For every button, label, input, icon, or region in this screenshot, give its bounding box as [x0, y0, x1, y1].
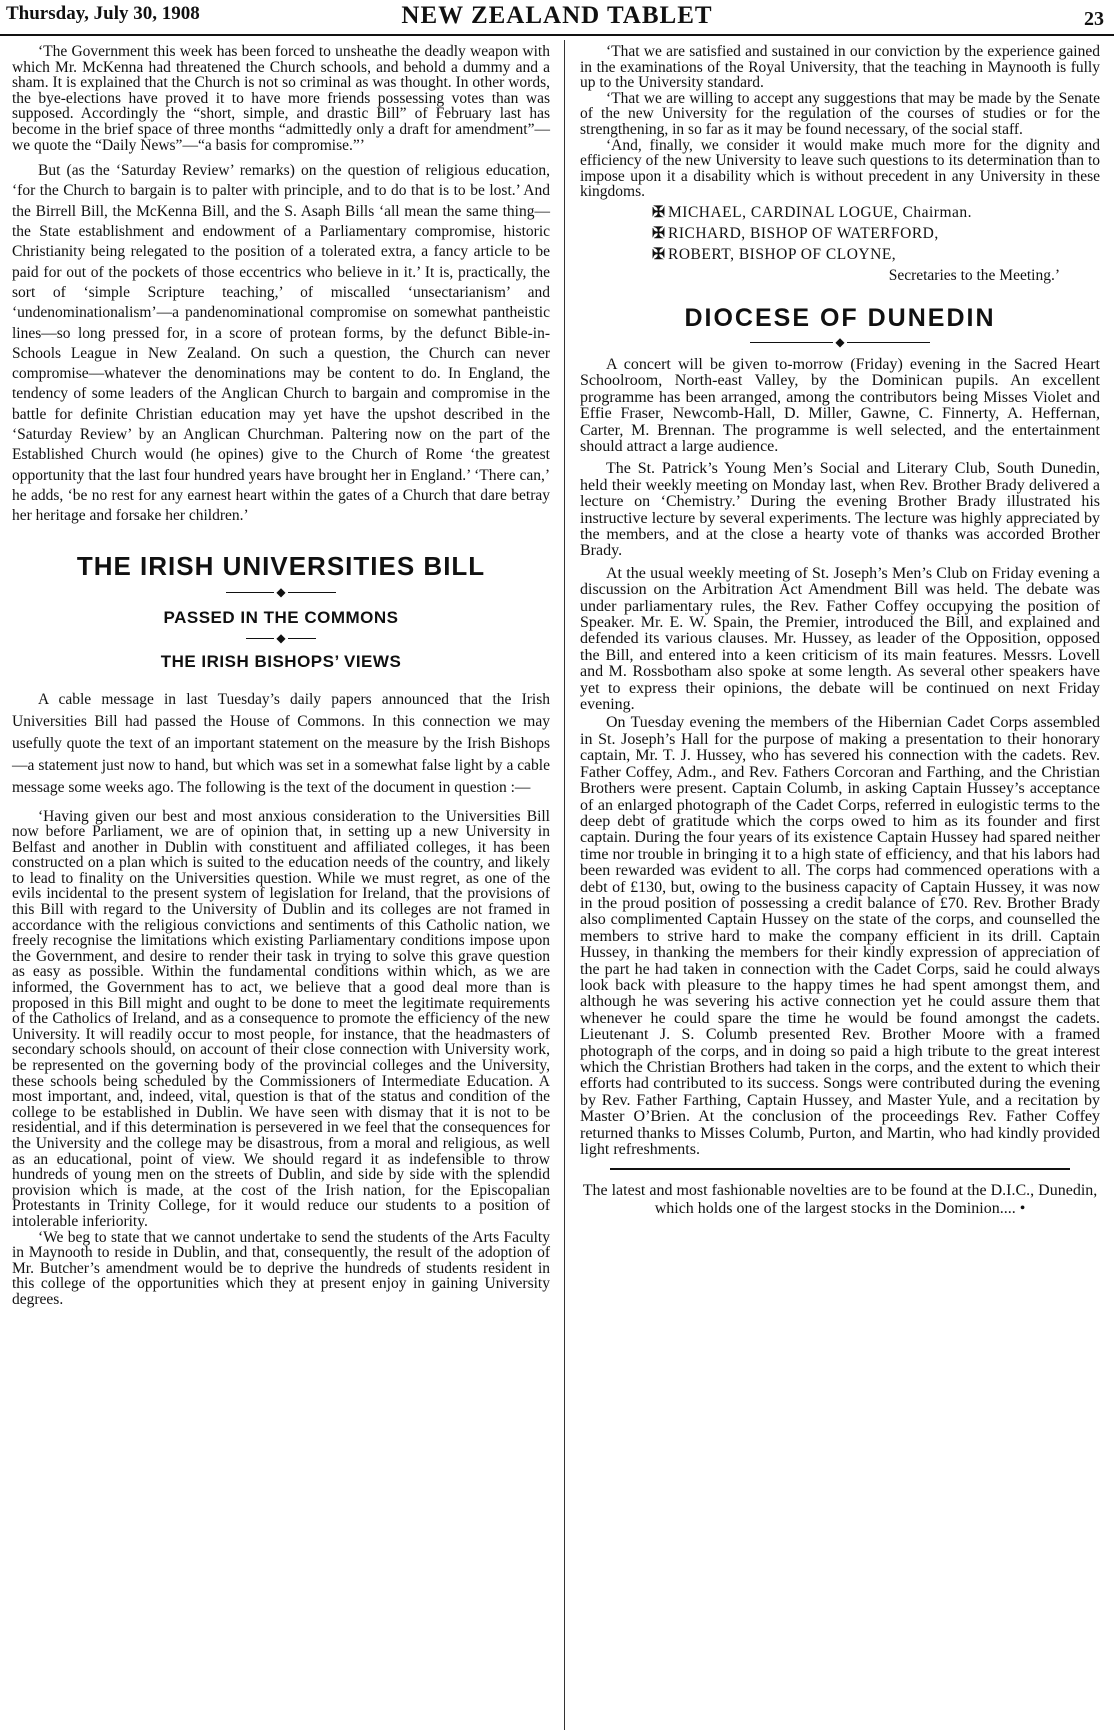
signatory-line	[580, 202, 1100, 223]
cross-icon: ✠	[652, 245, 666, 263]
cross-icon: ✠	[652, 203, 666, 221]
article-paragraph: A cable message in last Tuesday’s daily papers announced that the Irish Universities Bill had passed the House of Commons. In this connection we may usefully quote the text of an important statement on the measure by the Irish Bishops—a statement just now to hand, but which was set in a somewhat false light by a cable message some weeks ago. The following is the text of the document in question :—	[12, 690, 550, 796]
cross-icon: ✠	[652, 224, 666, 242]
signatories	[580, 202, 1100, 265]
article-paragraph: The St. Patrick’s Young Men’s Social and Literary Club, South Dunedin, held their weekly meeting on Monday last, when Rev. Brother Brady delivered a lecture on ‘Chemistry.’ During the evening Brother Brady illustrated his instructive lecture by several experiments. The lecture was highly appreciated by the members, and at the close a hearty vote of thanks was accorded Brother Brady.	[580, 460, 1100, 560]
secretaries-line: Secretaries to the Meeting.’	[888, 266, 1060, 284]
section-separator	[610, 1168, 1070, 1170]
heading-ornament: ◆	[750, 337, 930, 347]
article-heading: THE IRISH UNIVERSITIES BILL	[76, 550, 486, 581]
article-paragraph: A concert will be given to-morrow (Friday) evening in the Sacred Heart Schoolroom, North-east Valley, by the Dominican pupils. An excellent programme has been arranged, among the contributors being Misses Violet and Effie Fraser, Newcomb-Hall, D. Miller, Gawne, C. Finnerty, A. Heffernan, Carter, M. Brennan. The programme is well selected, and the entertainment should attract a large audience.	[580, 355, 1100, 455]
newspaper-title: NEW ZEALAND TABLET	[401, 2, 713, 29]
article-paragraph: ‘And, finally, we consider it would make much more for the dignity and efficiency of the new University to leave such questions to its determination than to impose upon it a disability which is without precedent in any University in these kingdoms.	[580, 136, 1100, 201]
article-paragraph: ‘We beg to state that we cannot undertake to send the students of the Arts Faculty in Maynooth to reside in Dublin, and that, consequently, the result of the adoption of Mr. Butcher’s amendment would be to deprive the hundreds of students resident in this college of the opportunities which they at present enjoy in gaining University degrees.	[12, 1228, 550, 1308]
article-paragraph: ‘That we are satisfied and sustained in our conviction by the experience gained in the examinations of the Royal University, that the teaching in Maynooth is fully up to the University standard.	[580, 43, 1100, 92]
signatory-line	[580, 223, 1100, 244]
page-header	[0, 0, 1114, 36]
signatory-line	[580, 244, 1100, 265]
subheading-ornament: ◆	[246, 633, 316, 643]
article-paragraph: On Tuesday evening the members of the Hibernian Cadet Corps assembled in St. Joseph’s Hall for the purpose of making a presentation to their honorary captain, Mr. T. J. Hussey, who has severed his connection with the cadets. Rev. Father Coffey, Adm., and Rev. Fathers Corcoran and Farthing, and the Christian Brothers were present. Captain Columb, in asking Captain Hussey’s acceptance of an enlarged photograph of the Cadet Corps, referred in eulogistic terms to the deep debt of gratitude which the corps owed to him as its founder and first captain. During the four years of its existence Captain Hussey had spared neither time nor trouble in bringing it to a high state of efficiency, and that his labors had been rewarded was evident to all. The corps had commenced operations with a debt of £130, but, owing to the business capacity of Captain Hussey, it was now in the proud position of possessing a credit balance of £70. Rev. Brother Brady also complimented Captain Hussey on the state of the corps, and counselled the members to strive hard to make the company efficient in its drill. Captain Hussey, in thanking the members for their kindly expression of appreciation of the part he had taken in connection with the Cadet Corps, said he could always look back with pleasure to the happy times he had spent amongst them, and although he was severing his active connection yet he could assure them that whenever he could spare the time he would be found amongst the cadets. Lieutenant J. S. Columb presented Rev. Brother Moore with a framed photograph of the corps, and in doing so paid a high tribute to the great interest which the Christian Brothers had taken in the corps, and the extent to which their efforts had contributed to its success. Songs were contributed during the evening by Rev. Father Farthing, Captain Hussey, and Master Yule, and a recitation by Master O’Brien. At the conclusion of the proceedings Rev. Father Coffey returned thanks to Misses Columb, Purton, and Martin, who had kindly provided light refreshments.	[580, 714, 1100, 1159]
article-paragraph: But (as the ‘Saturday Review’ remarks) on the question of religious education, ‘for the Church to bargain is to palter with principle, and to do that is to be lost.’ And the Birrell Bill, the McKenna Bill, and the S. Asaph Bills ‘all mean the same thing—the State establishment and endowment of a Parliamentary compromise, historic Christianity being relegated to the position of a tolerated extra, a fancy article to be paid for out of the pockets of those eccentrics who believe in it.’ It is, practically, the sort of ‘simple Scripture teaching,’ of miscalled ‘unsectarianism’ and ‘undenominationalism’—a pandenominational compromise on somewhat pantheistic lines—so long pressed for, in a score of protean forms, by the defunct Bible-in-Schools League in New Zealand. On such a question, the Church can never compromise—whatever the denominations may be content to do. In England, the tendency of some leaders of the Anglican Church to bargain and compromise in the battle for definite Christian education may yet have the upshot described in the ‘Saturday Review’ by an Anglican Churchman. Paltering now on the part of the Established Church would (he opines) give to the Church of Rome ‘the greatest opportunity that the last four hundred years have brought her in England.’ ‘There can,’ he adds, ‘be no rest for any earnest heart within the gates of a Church that dare betray her heritage and forsake her children.’	[12, 162, 550, 525]
article-paragraph: ‘Having given our best and most anxious consideration to the Universities Bill now before Parliament, we are of opinion that, in setting up a new University in Belfast and another in Dublin with constituent and affiliated colleges, it has been constructed on a plan which is suited to the education needs of the country, and likely to lead to finality on the Universities question. While we must regret, as one of the evils incidental to the present system of legislation for Ireland, that the provisions of this Bill with regard to the University of Dublin and its colleges are not framed in accordance with the religious convictions and sentiments of this Catholic nation, we freely recognise the limitations which existing Parliamentary conditions impose upon the Government, and desire to render their task in trying to solve this grave question as easy as possible. Within the fundamental conditions within which, as we are informed, the Government has to act, we believe that a good deal more than is proposed in this Bill might and ought to be done to meet the legitimate requirements of the Catholics of Ireland, and as a consequence to promote the efficiency of the new University. It will readily occur to most people, for instance, that the headmasters of secondary schools should, on account of their close connection with University work, be represented on the governing body of the provincial colleges and the University, these schools being scheduled by the Commissioners of Intermediate Education. A most important, and, indeed, vital, question is that of the status and condition of the college to be established in Dublin. We have seen with dismay that it is not to be residential, and if this determination is persevered in we feel that the consequences for the University and the college may be disastrous, from a moral and religious, as well as an educational, point of view. We should regard it as indefensible to throw hundreds of young men on the streets of Dublin, and side by side with the splendid provision which is made, at the cost of the Irish nation, for the Episcopalian Protestants in Trinity College, for it would reduce our students to a position of intolerable inferiority.	[12, 807, 550, 1230]
advertisement-notice: The latest and most fashionable novelties are to be found at the D.I.C., Dunedin, which holds one of the largest stocks in the Dominion.... •	[582, 1182, 1098, 1218]
article-subheading: THE IRISH BISHOPS’ VIEWS	[160, 651, 402, 671]
article-paragraph: ‘That we are willing to accept any suggestions that may be made by the Senate of the new University for the regulation of the courses of studies or for the strengthening, in so far as it may be found necessary, of the social staff.	[580, 89, 1100, 138]
article-paragraph: ‘The Government this week has been forced to unsheathe the deadly weapon with which Mr. McKenna had threatened the Church schools, and behold a dummy and a sham. It is explained that the Church is not so criminal as was thought. In other words, the bye-elections have proved it to have more friends possessing votes than was supposed. Accordingly the “short, simple, and drastic Bill” of February last has become in the brief space of three months “admittedly only a draft for amendment”—we quote the “Daily News”—“a basis for compromise.”’	[12, 43, 550, 154]
issue-date: Thursday, July 30, 1908	[6, 3, 200, 24]
signatory-name: RICHARD, BISHOP OF WATERFORD,	[668, 224, 939, 242]
page-number: 23	[1084, 8, 1104, 30]
signatory-name: MICHAEL, CARDINAL LOGUE, Chairman.	[668, 203, 972, 221]
article-paragraph: At the usual weekly meeting of St. Joseph’s Men’s Club on Friday evening a discussion on the Arbitration Act Amendment Bill was held. The debate was under parliamentary rules, the Rev. Father Coffey occupying the position of Speaker. Mr. E. W. Spain, the Premier, introduced the Bill, and explained and defended its various clauses. Mr. Hussey, as leader of the Opposition, opposed the Bill, and entered into a keen criticism of its main features. Messrs. Lovell and M. Rossbotham also spoke at some length. As several other speakers have yet to express their opinions, the debate will be continued on next Friday evening.	[580, 564, 1100, 714]
right-column	[580, 44, 1100, 1218]
section-heading: DIOCESE OF DUNEDIN	[684, 303, 996, 332]
left-column	[12, 44, 550, 1308]
column-divider	[564, 40, 565, 1730]
article-subheading: PASSED IN THE COMMONS	[163, 607, 399, 627]
signatory-name: ROBERT, BISHOP OF CLOYNE,	[668, 245, 897, 263]
heading-ornament: ◆	[226, 587, 336, 597]
